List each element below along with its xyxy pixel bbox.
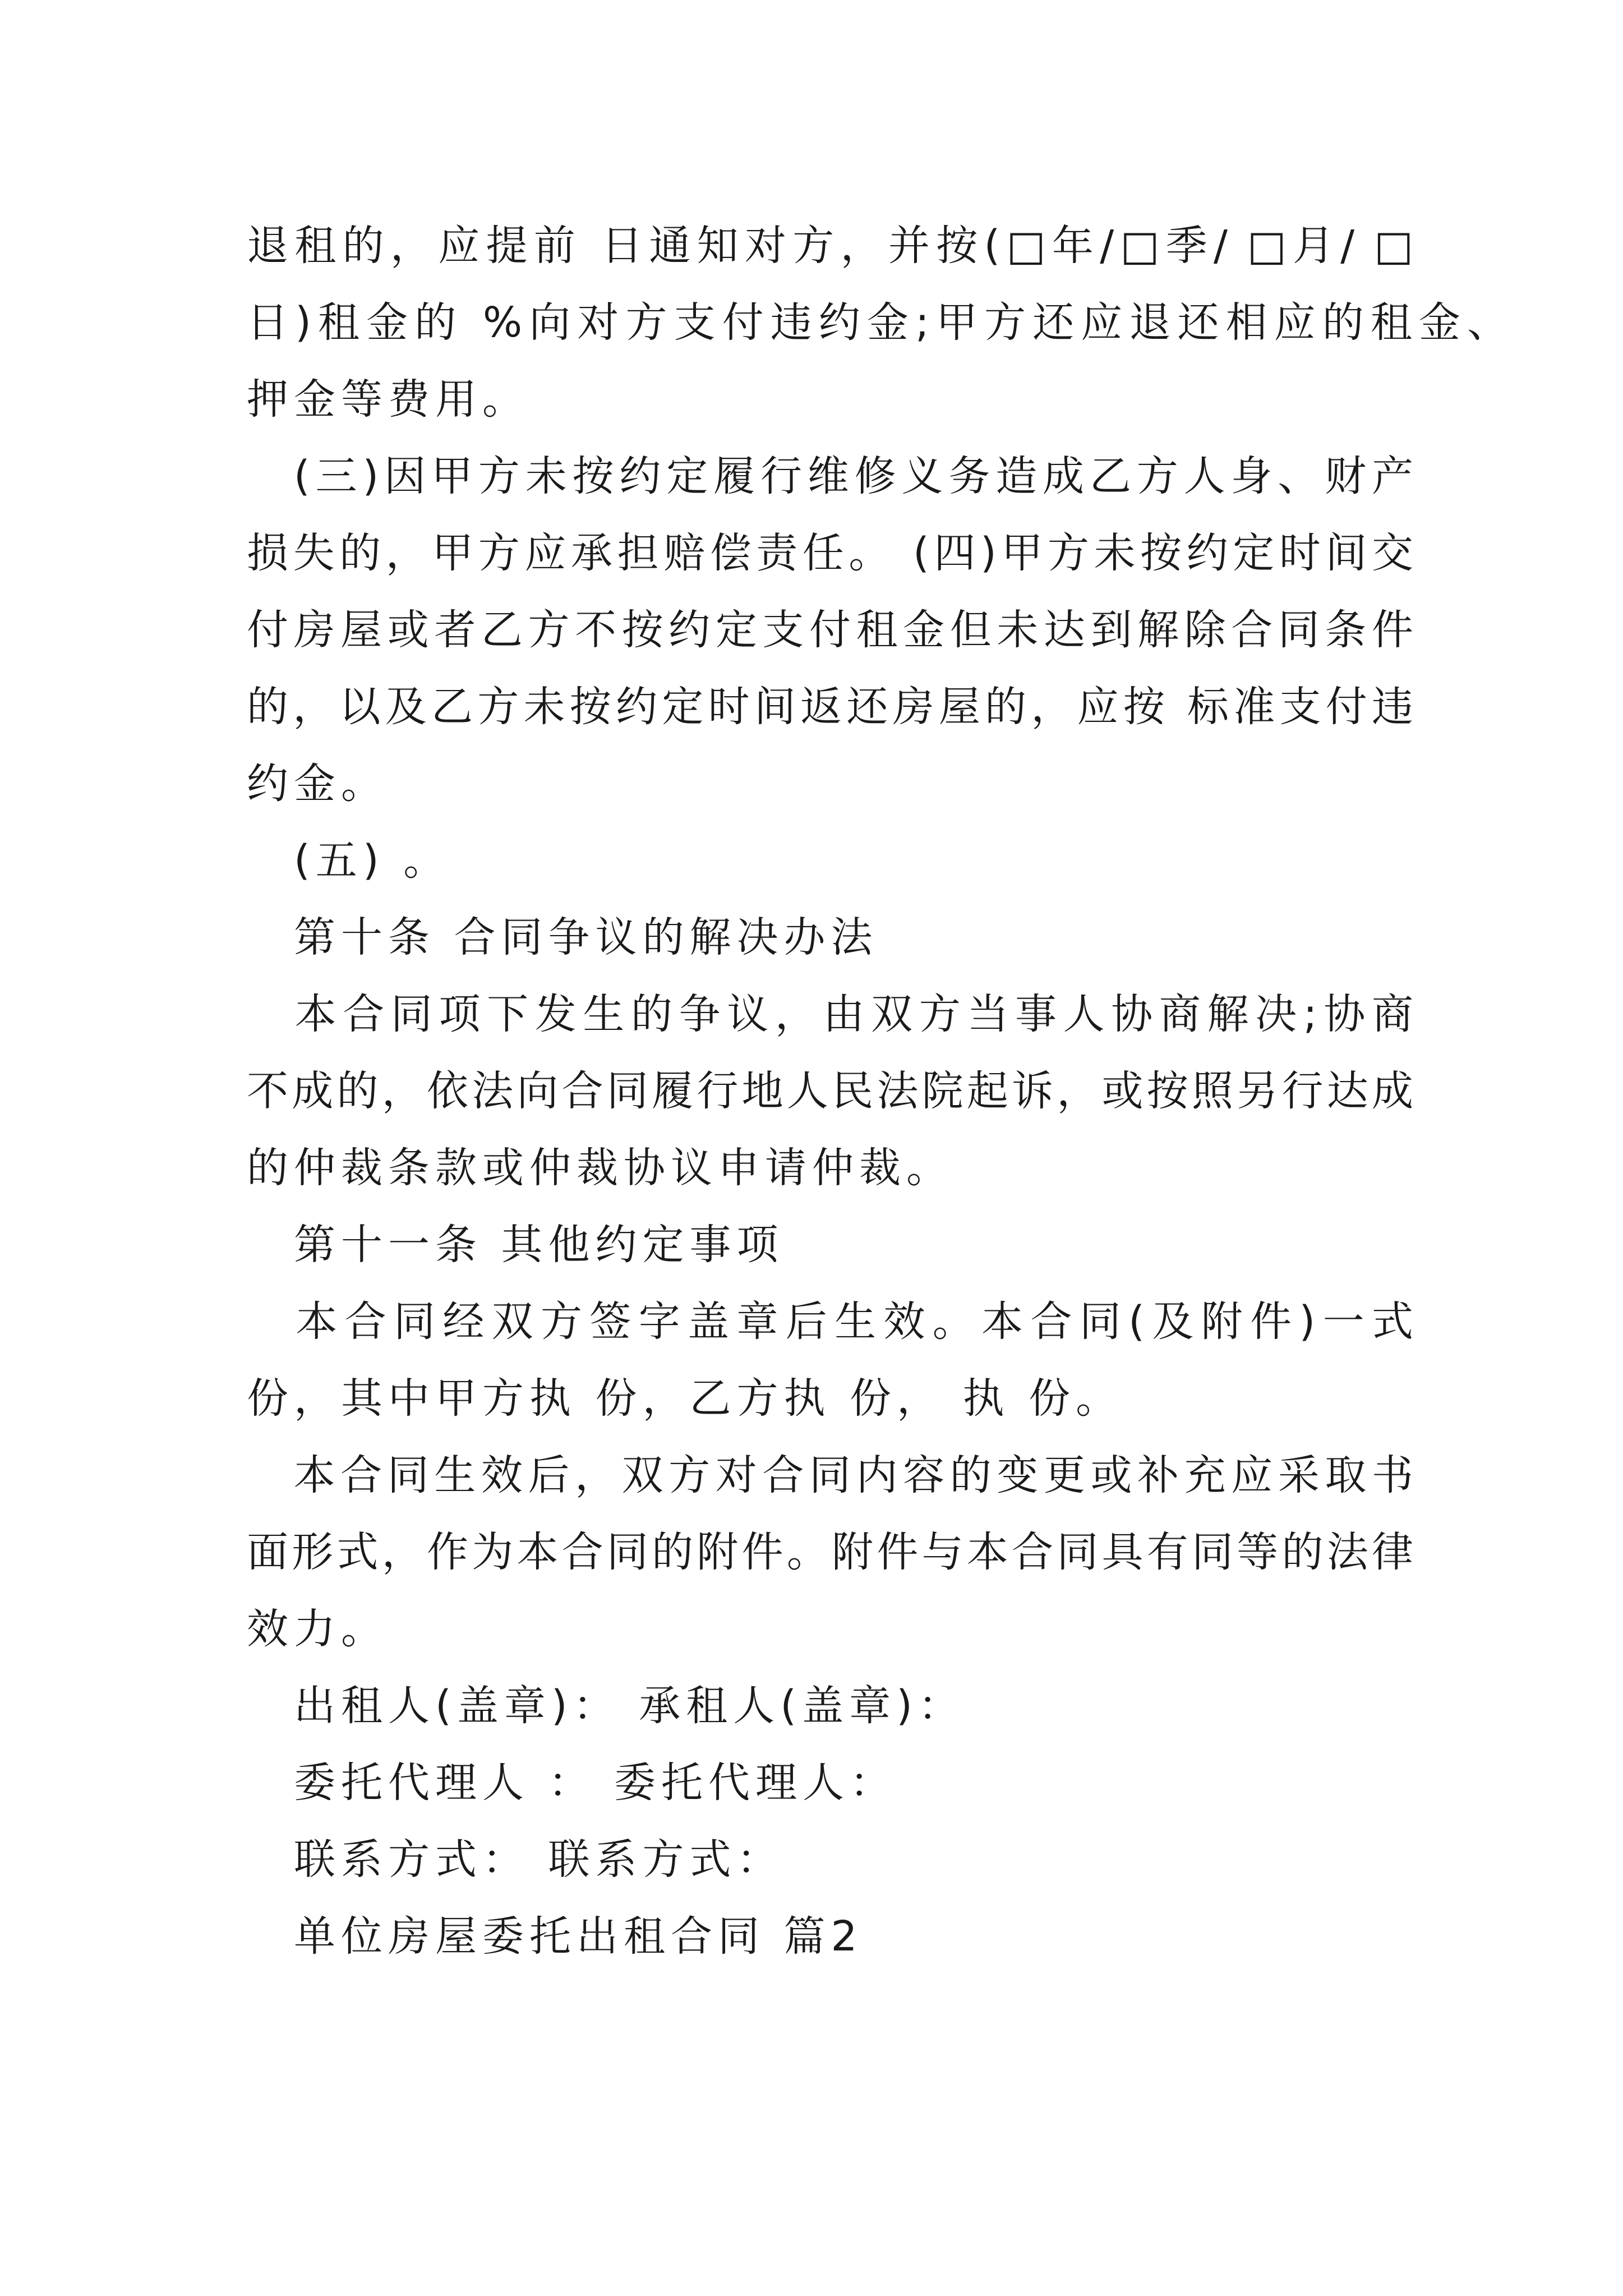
text-line: 份，其中甲方执 份，乙方执 份， 执 份。 — [247, 1374, 1123, 1423]
text-line: 付房屋或者乙方不按约定支付租金但未达到解除合同条件 — [247, 606, 1413, 654]
text-line: 不成的，依法向合同履行地人民法院起诉，或按照另行达成 — [247, 1067, 1413, 1115]
text-line: 日)租金的 %向对方支付违约金;甲方还应退还相应的租金、 — [247, 298, 1509, 347]
text-line: 的仲裁条款或仲裁协议申请仲裁。 — [247, 1144, 953, 1192]
text-line: 面形式，作为本合同的附件。附件与本合同具有同等的法律 — [247, 1528, 1413, 1576]
text-line: 的，以及乙方未按约定时间返还房屋的，应按 标准支付违 — [247, 683, 1413, 731]
next-section-title: 单位房屋委托出租合同 篇2 — [247, 1912, 863, 1961]
section-heading: 第十一条 其他约定事项 — [247, 1221, 784, 1269]
text-line: 损失的，甲方应承担赔偿责任。 (四)甲方未按约定时间交 — [247, 529, 1413, 577]
signature-line: 联系方式： 联系方式： — [247, 1835, 784, 1884]
section-heading: 第十条 合同争议的解决办法 — [247, 913, 878, 961]
signature-line: 出租人(盖章)： 承租人(盖章)： — [247, 1682, 966, 1730]
signature-line: 委托代理人 ： 委托代理人： — [247, 1759, 897, 1807]
text-line: 约金。 — [247, 760, 388, 808]
text-line: 本合同项下发生的争议，由双方当事人协商解决;协商 — [247, 990, 1413, 1038]
text-line: (五) 。 — [247, 836, 451, 885]
text-line: 本合同经双方签字盖章后生效。本合同(及附件)一式 — [247, 1297, 1413, 1346]
text-line: 效力。 — [247, 1605, 388, 1653]
text-line: 押金等费用。 — [247, 375, 529, 424]
text-line: 退租的，应提前 日通知对方，并按(□年/□季/ □月/ □ — [247, 222, 1413, 270]
text-line: 本合同生效后，双方对合同内容的变更或补充应采取书 — [247, 1451, 1413, 1499]
contract-text — [247, 208, 1509, 1975]
text-line: (三)因甲方未按约定履行维修义务造成乙方人身、财产 — [247, 452, 1413, 500]
